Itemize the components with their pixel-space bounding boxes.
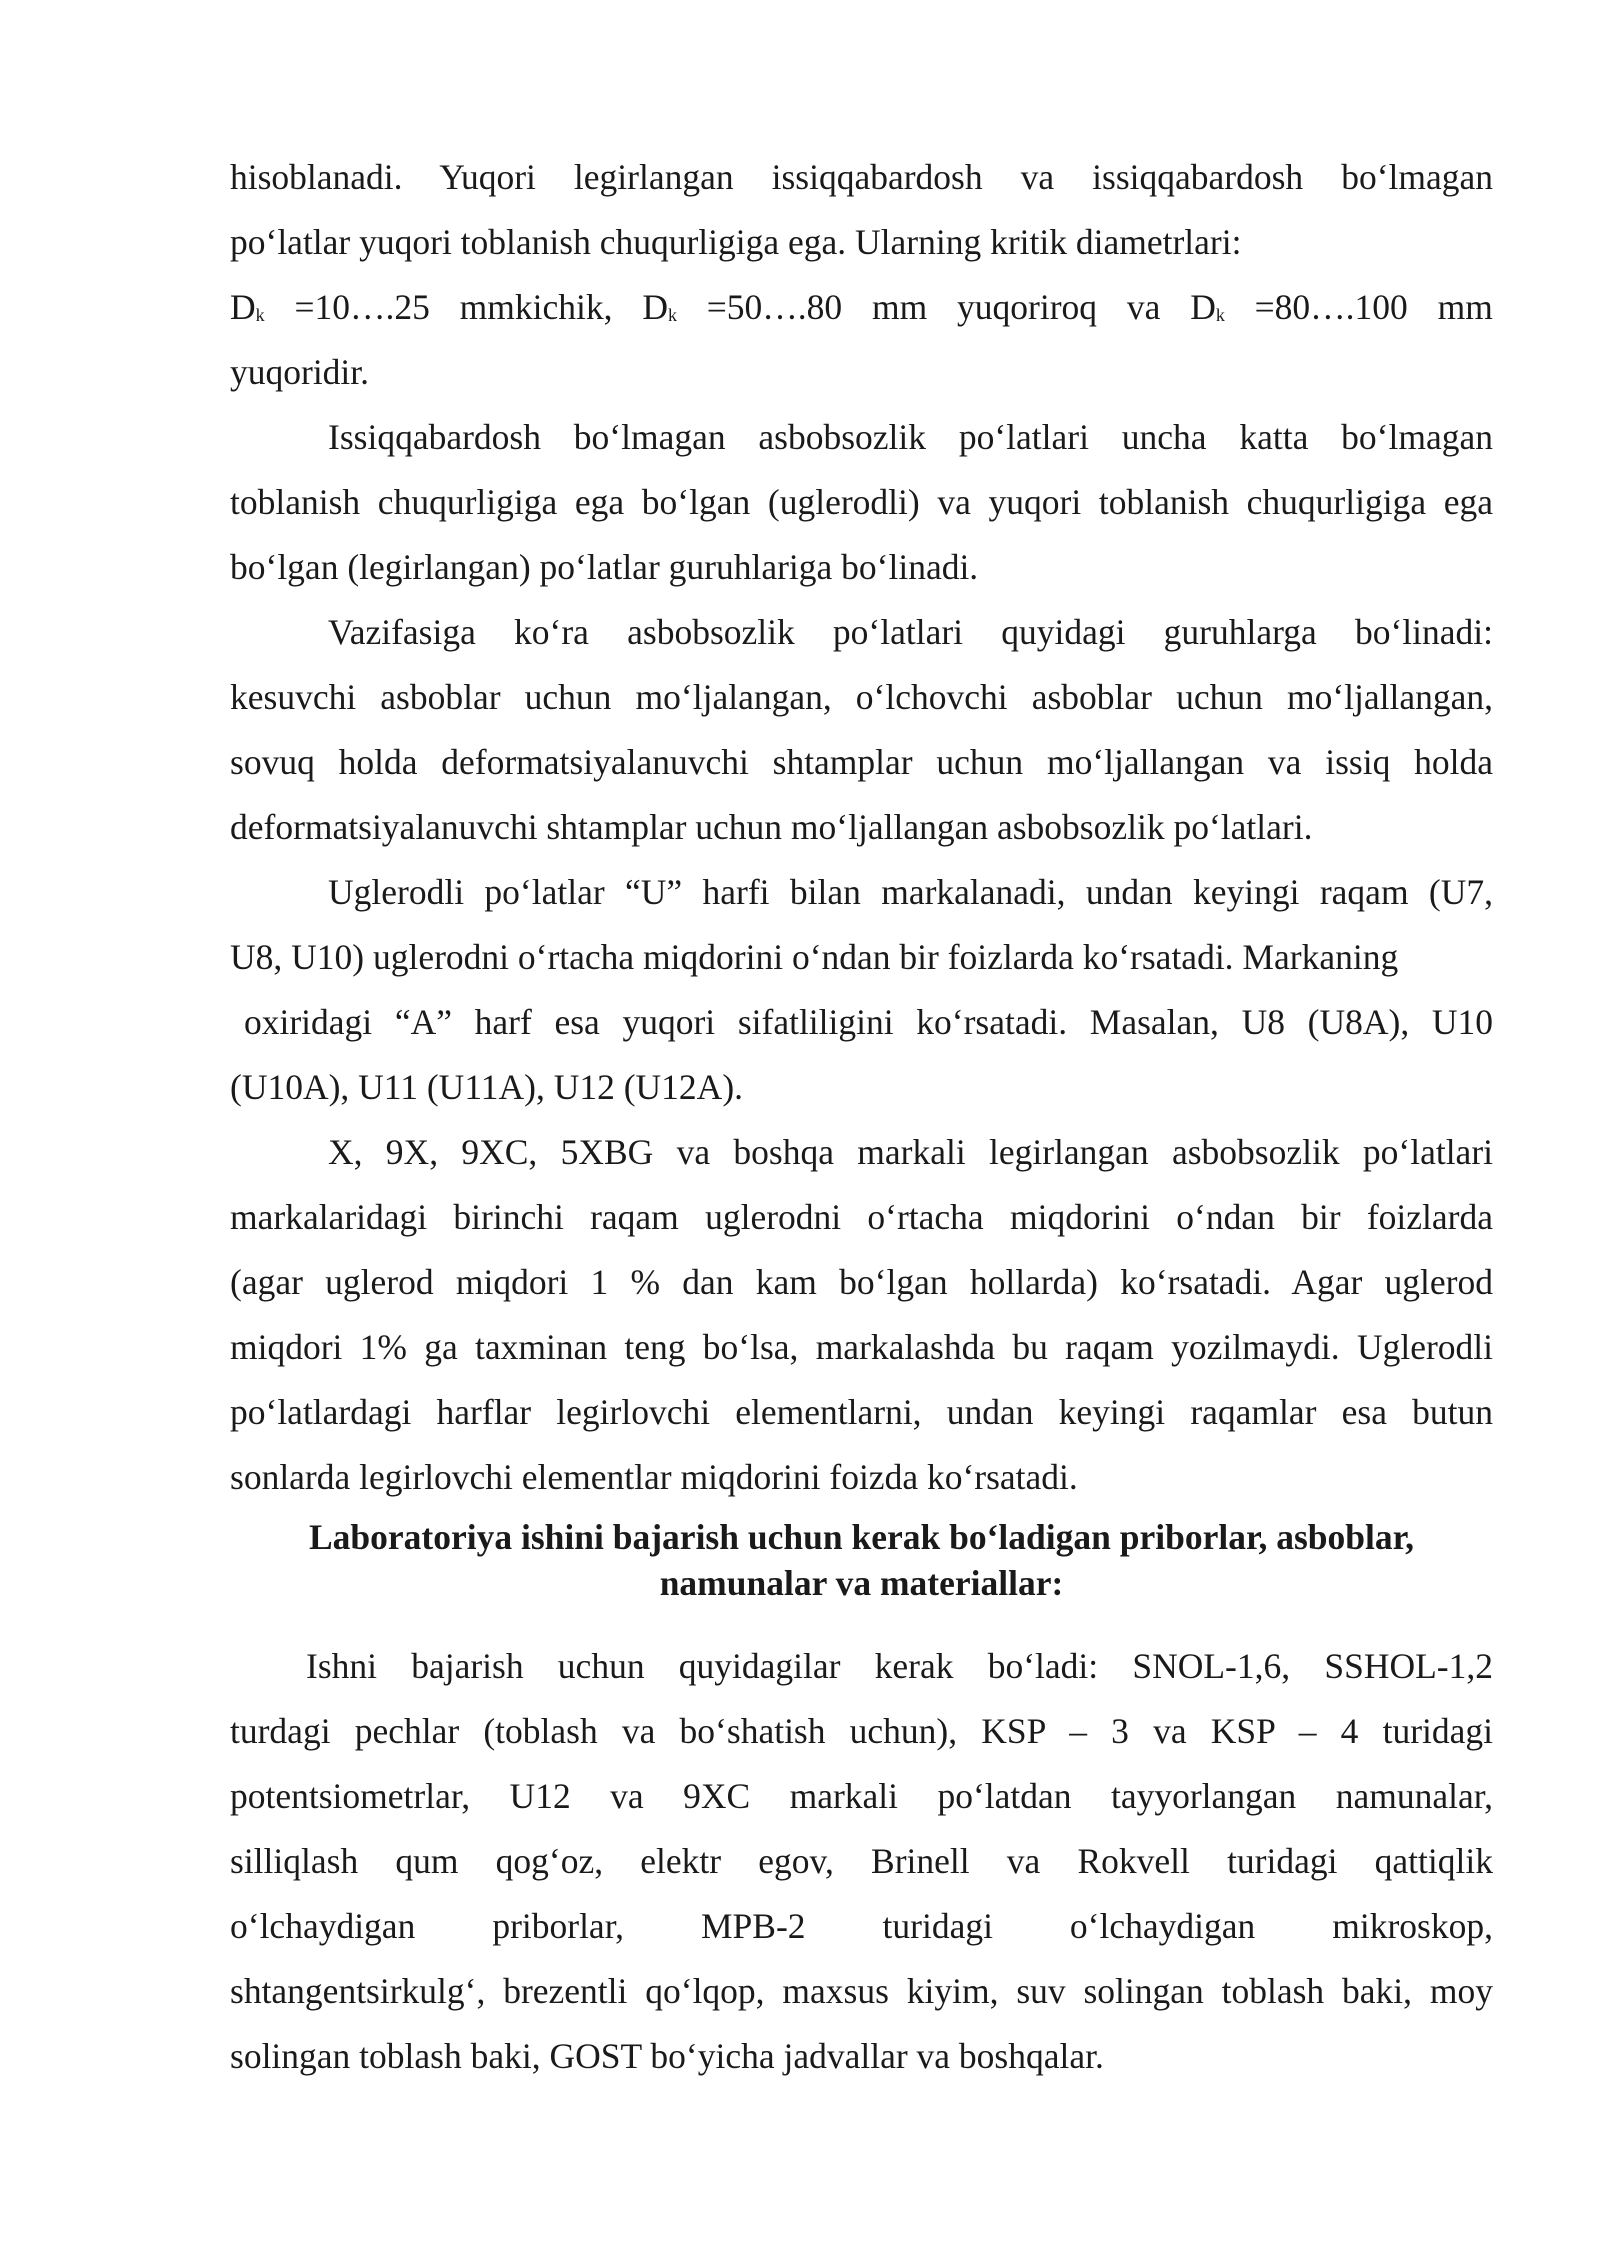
text-line: hisoblanadi. Yuqori legirlangan issiqqabardosh va issiqqabardosh boʻlmagan [230, 157, 1493, 197]
text-line: shtangentsirkulgʻ, brezentli qoʻlqop, maxsus kiyim, suv solingan toblash baki, moy [230, 1971, 1493, 2011]
page-content [230, 145, 1493, 2089]
text-line: (U10A), U11 (U11A), U12 (U12A). [230, 1067, 744, 1107]
text-line: (agar uglerod miqdori 1 % dan kam boʻlgan hollarda) koʻrsatadi. Agar uglerod [230, 1262, 1493, 1302]
paragraph-required-equipment [230, 1634, 1493, 2089]
text-line: solingan toblash baki, GOST boʻyicha jadvallar va boshqalar. [230, 2036, 1104, 2076]
dk-subscript: k [255, 305, 265, 325]
paragraph-critical-diameters [230, 145, 1493, 405]
text-line: miqdori 1% ga taxminan teng boʻlsa, markalashda bu raqam yozilmaydi. Uglerodli [230, 1327, 1493, 1367]
paragraph-purpose-groups [230, 600, 1493, 860]
dk-range-2: =50….80 [706, 287, 843, 327]
text-line: boʻlgan (legirlangan) poʻlatlar guruhlariga boʻlinadi. [230, 547, 979, 587]
heading-line: Laboratoriya ishini bajarish uchun kerak boʻladigan priborlar, asboblar, [308, 1517, 1415, 1557]
paragraph-alloy-steel-marking [230, 1120, 1493, 1510]
text-line: Ishni bajarish uchun quyidagilar kerak boʻladi: SNOL-1,6, SSHOL-1,2 [306, 1646, 1493, 1686]
text-line: U8, U10) uglerodni oʻrtacha miqdorini oʻndan bir foizlarda koʻrsatadi. Markaning [230, 937, 1399, 977]
dk-word-va: va [1126, 287, 1161, 327]
text-line: sonlarda legirlovchi elementlar miqdorini foizda koʻrsatadi. [230, 1457, 1078, 1497]
paragraph-carbon-steel-marking [230, 860, 1493, 1120]
dk-group-1 [230, 275, 265, 340]
critical-diameter-values [230, 275, 1493, 340]
dk-range-1: =10….25 [294, 287, 430, 327]
text-line: yuqoridir. [230, 352, 370, 392]
text-line: potentsiometrlar, U12 va 9XC markali poʻlatdan tayyorlangan namunalar, [230, 1776, 1493, 1816]
text-line: poʻlatlardagi harflar legirlovchi elementlarni, undan keyingi raqamlar esa butun [230, 1392, 1493, 1432]
text-line: oxiridagi “A” harf esa yuqori sifatliligini koʻrsatadi. Masalan, U8 (U8A), U10 [244, 1002, 1493, 1042]
text-line: Vazifasiga koʻra asbobsozlik poʻlatlari quyidagi guruhlarga boʻlinadi: [328, 612, 1493, 652]
dk-symbol: D [1190, 287, 1216, 327]
text-line: Issiqqabardosh boʻlmagan asbobsozlik poʻlatlari uncha katta boʻlmagan [328, 417, 1493, 457]
text-line: toblanish chuqurligiga ega boʻlgan (uglerodli) va yuqori toblanish chuqurligiga ega [230, 482, 1493, 522]
dk-unit-2: mm [872, 287, 928, 327]
dk-group-2 [642, 275, 677, 340]
text-line: silliqlash qum qogʻoz, elektr egov, Brinell va Rokvell turidagi qattiqlik [230, 1841, 1493, 1881]
text-line: Uglerodli poʻlatlar “U” harfi bilan markalanadi, undan keyingi raqam (U7, [328, 872, 1493, 912]
section-heading [230, 1514, 1493, 1606]
text-line: kesuvchi asboblar uchun moʻljalangan, oʻlchovchi asboblar uchun moʻljallangan, [230, 677, 1493, 717]
text-line: sovuq holda deformatsiyalanuvchi shtamplar uchun moʻljallangan va issiq holda [230, 742, 1493, 782]
text-line: deformatsiyalanuvchi shtamplar uchun moʻljallangan asbobsozlik poʻlatlari. [230, 807, 1313, 847]
paragraph-non-heat-resistant-steels [230, 405, 1493, 600]
dk-symbol: D [230, 287, 256, 327]
dk-range-3: =80….100 [1254, 287, 1408, 327]
dk-unit-3: mm [1437, 287, 1493, 327]
text-line: oʻlchaydigan priborlar, MPB-2 turidagi oʻlchaydigan mikroskop, [230, 1906, 1493, 1946]
text-line: turdagi pechlar (toblash va boʻshatish uchun), KSP – 3 va KSP – 4 turidagi [230, 1711, 1493, 1751]
dk-subscript: k [1215, 305, 1225, 325]
dk-word-yuqoriroq: yuqoriroq [957, 287, 1098, 327]
dk-unit-1: mmkichik, [459, 287, 613, 327]
text-line: markalaridagi birinchi raqam uglerodni oʻrtacha miqdorini oʻndan bir foizlarda [230, 1197, 1493, 1237]
dk-subscript: k [667, 305, 677, 325]
dk-symbol: D [642, 287, 668, 327]
dk-group-3 [1190, 275, 1225, 340]
text-line: poʻlatlar yuqori toblanish chuqurligiga ega. Ularning kritik diametrlari: [230, 222, 1242, 262]
text-line: X, 9X, 9XC, 5XBG va boshqa markali legirlangan asbobsozlik poʻlatlari [328, 1132, 1493, 1172]
heading-line: namunalar va materiallar: [659, 1563, 1064, 1603]
